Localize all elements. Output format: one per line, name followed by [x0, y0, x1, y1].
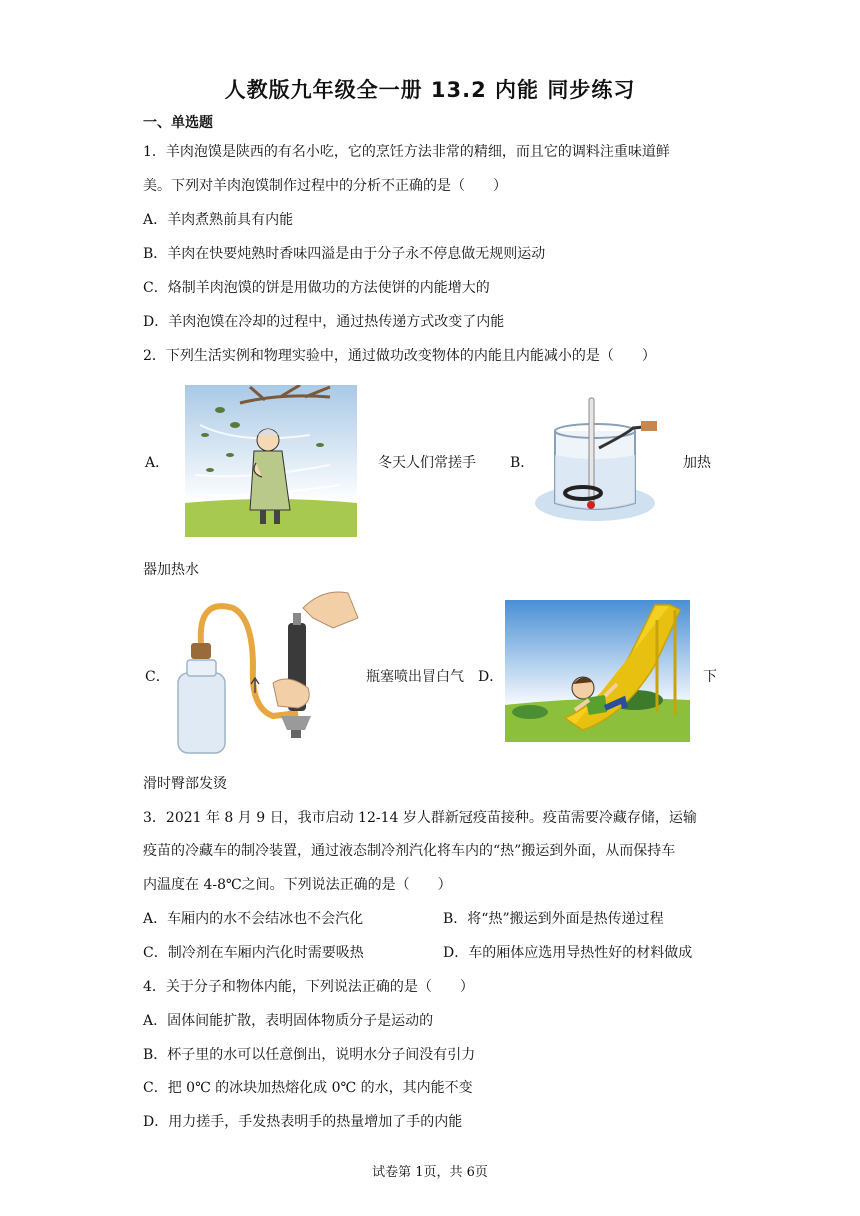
q2-stem: 2．下列生活实例和物理实验中，通过做功改变物体的内能且内能减小的是（ ）	[143, 348, 656, 364]
q4-option-a: A．固体间能扩散，表明固体物质分子是运动的	[143, 1013, 434, 1029]
section-heading: 一、单选题	[143, 115, 213, 131]
q3-stem-line1: 3．2021 年 8 月 9 日，我市启动 12-14 岁人群新冠疫苗接种。疫苗需要冷藏存储，运输	[143, 810, 697, 826]
q2-option-d-letter: D．	[478, 669, 504, 685]
bottle-pump-illustration	[173, 588, 363, 758]
q4-option-d: D．用力搓手，手发热表明手的热量增加了手的内能	[143, 1114, 463, 1130]
q2-option-d-text1: 下	[703, 669, 717, 685]
q3-option-d: D．车的厢体应选用导热性好的材料做成	[443, 945, 693, 961]
q2-option-c-letter: C．	[145, 669, 170, 685]
q1-stem-line2: 美。下列对羊肉泡馍制作过程中的分析不正确的是（ ）	[143, 178, 507, 194]
slide-child-illustration	[505, 600, 690, 742]
page-title: 人教版九年级全一册 13.2 内能 同步练习	[224, 78, 636, 102]
q2-option-b-text1: 加热	[683, 455, 711, 471]
q3-stem-line2: 疫苗的冷藏车的制冷装置，通过液态制冷剂汽化将车内的“热”搬运到外面，从而保持车	[143, 843, 676, 859]
q1-option-b: B．羊肉在快要炖熟时香味四溢是由于分子永不停息做无规则运动	[143, 246, 546, 262]
q2-option-c-text: 瓶塞喷出冒白气	[366, 669, 464, 685]
q2-option-b-text2: 器加热水	[143, 562, 199, 578]
q1-option-c: C．烙制羊肉泡馍的饼是用做功的方法使饼的内能增大的	[143, 280, 490, 296]
q3-option-a: A．车厢内的水不会结冰也不会汽化	[143, 911, 364, 927]
q2-option-b-letter: B．	[510, 455, 535, 471]
q2-option-d-text2: 滑时臀部发烫	[143, 776, 227, 792]
q2-option-a-letter: A．	[145, 455, 170, 471]
q3-stem-line3: 内温度在 4-8℃之间。下列说法正确的是（ ）	[143, 877, 452, 893]
page-footer: 试卷第 1页，共 6页	[372, 1165, 488, 1180]
q1-stem-line1: 1．羊肉泡馍是陕西的有名小吃，它的烹饪方法非常的精细，而且它的调料注重味道鲜	[143, 144, 670, 160]
q1-option-a: A．羊肉煮熟前具有内能	[143, 212, 294, 228]
q4-option-b: B．杯子里的水可以任意倒出，说明水分子间没有引力	[143, 1047, 476, 1063]
q3-option-b: B．将“热”搬运到外面是热传递过程	[443, 911, 664, 927]
q3-option-c: C．制冷剂在车厢内汽化时需要吸热	[143, 945, 364, 961]
windy-old-man-illustration	[180, 385, 360, 537]
beaker-heater-illustration	[533, 393, 658, 523]
q4-option-c: C．把 0℃ 的冰块加热熔化成 0℃ 的水，其内能不变	[143, 1080, 473, 1096]
q2-option-a-text: 冬天人们常搓手	[378, 455, 476, 471]
q4-stem: 4．关于分子和物体内能，下列说法正确的是（ ）	[143, 979, 474, 995]
q1-option-d: D．羊肉泡馍在冷却的过程中，通过热传递方式改变了内能	[143, 314, 505, 330]
